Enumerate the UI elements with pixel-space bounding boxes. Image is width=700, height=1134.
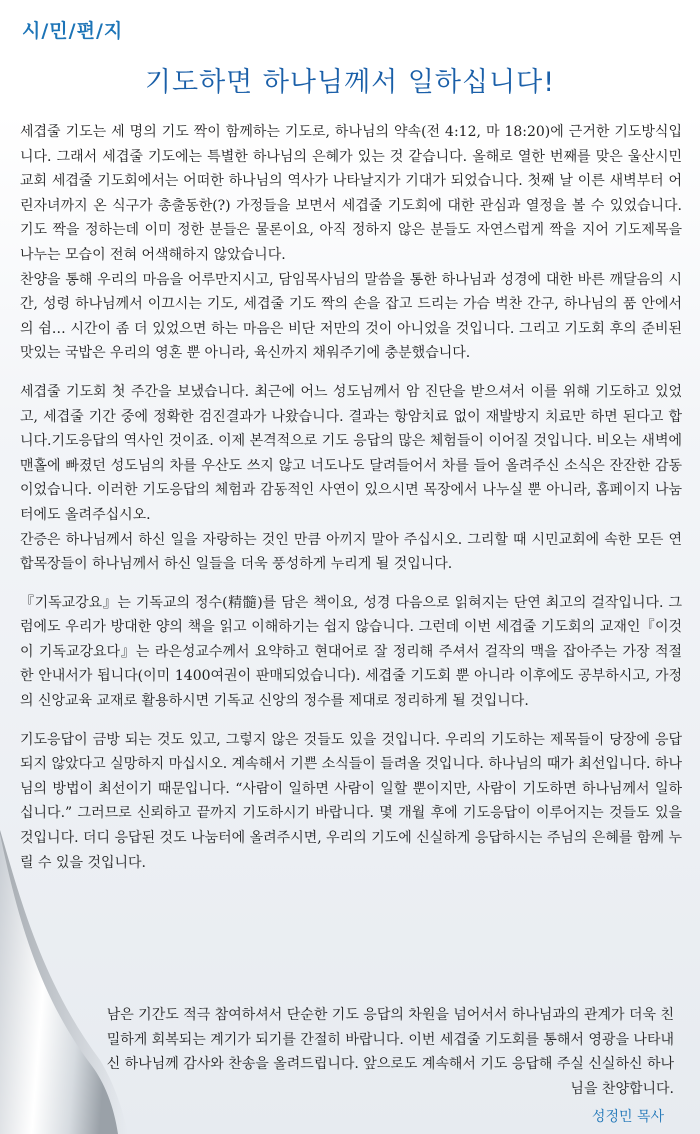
- page-title: 기도하면 하나님께서 일하십니다!: [144, 67, 556, 98]
- paragraph-2: 찬양을 통해 우리의 마음을 어루만지시고, 담임목사님의 말씀을 통한 하나님과 성경에 대한 바른 깨달음의 시간, 성령 하나님께서 이끄시는 기도, 세겹줄 기도 짝의 손을 잡고 드리는 가슴 벅찬 간구, 하나님의 품 안에서의 쉼… 시간이 좀 더 있었으면 하는 마음은 비단 저만의 것이 아니었을 것입니다. 그리고 기도회 후의 준비된 맛있는 국밥은 우리의 영혼 뿐 아니라, 육신까지 채워주기에 충분했습니다.: [20, 271, 682, 362]
- paragraph-4: 간증은 하나님께서 하신 일을 자랑하는 것인 만큼 아끼지 말아 주십시오. 그리할 때 시민교회에 속한 모든 연합목장들이 하나님께서 하신 일들을 더욱 풍성하게 누리게 될 것입니다.: [20, 531, 682, 573]
- paragraph-6: 기도응답이 금방 되는 것도 있고, 그렇지 않은 것들도 있을 것입니다. 우리의 기도하는 제목들이 당장에 응답되지 않았다고 실망하지 마십시오. 계속해서 기쁜 소식들이 들려올 것입니다. 하나님의 때가 최선입니다. 하나님의 방법이 최선이기 때문입니다. “사람이 일하면 사람이 일할 뿐이지만, 사람이 기도하면 하나님께서 일하십니다.” 그러므로 신뢰하고 끝까지 기도하시기 바랍니다. 몇 개월 후에 기도응답이 이루어지는 것들도 있을 것입니다. 더디 응답된 것도 나눔터에 올려주시면, 우리의 기도에 신실하게 응답하시는 주님의 은혜를 함께 누릴 수 있을 것입니다.: [20, 731, 682, 871]
- paragraph-5: 『기독교강요』는 기독교의 정수(精髓)를 담은 책이요, 성경 다음으로 읽혀지는 단연 최고의 걸작입니다. 그럼에도 우리가 방대한 양의 책을 읽고 이해하기는 쉽지 않습니다. 그런데 이번 세겹줄 기도회의 교재인『이것이 기독교강요다』는 라은성교수께서 요약하고 현대어로 잘 정리해 주셔서 걸작의 맥을 잡아주는 가장 적절한 안내서가 됩니다(이미 1400여권이 판매되었습니다). 세겹줄 기도회 뿐 아니라 이후에도 공부하시고, 가정의 신앙교육 교재로 활용하시면 기독교 신앙의 정수를 제대로 정리하게 될 것입니다.: [20, 594, 682, 710]
- paragraph-1: 세겹줄 기도는 세 명의 기도 짝이 함께하는 기도로, 하나님의 약속(전 4:12, 마 18:20)에 근거한 기도방식입니다. 그래서 세겹줄 기도에는 특별한 하나님의 은혜가 있는 것 같습니다. 올해로 열한 번째를 맞은 울산시민교회 세겹줄 기도회에서는 어떠한 하나님의 역사가 나타날지가 기대가 되었습니다. 첫째 날 이른 새벽부터 어린자녀까지 온 식구가 총출동한(?) 가정들을 보면서 세겹줄 기도회에 대한 관심과 열정을 볼 수 있었습니다. 기도 짝을 정하는데 이미 정한 분들은 물론이요, 아직 정하지 않은 분들도 자연스럽게 짝을 지어 기도제목을 나누는 모습이 전혀 어색해하지 않았습니다.: [20, 124, 682, 263]
- paragraph-3: 세겹줄 기도회 첫 주간을 보냈습니다. 최근에 어느 성도님께서 암 진단을 받으셔서 이를 위해 기도하고 있었고, 세겹줄 기간 중에 정확한 검진결과가 나왔습니다. 결과는 항암치료 없이 재발방지 치료만 하면 된다고 합니다.기도응답의 역사인 것이죠. 이제 본격적으로 기도 응답의 많은 체험들이 이어질 것입니다. 비오는 새벽에 맨홀에 빠졌던 성도님의 차를 우산도 쓰지 않고 너도나도 달려들어서 차를 들어 올려주신 소식은 잔잔한 감동이었습니다. 이러한 기도응답의 체험과 감동적인 사연이 있으시면 목장에서 나누실 뿐 아니라, 홈페이지 나눔터에도 올려주십시오.: [20, 383, 682, 523]
- closing-paragraph: 남은 기간도 적극 참여하셔서 단순한 기도 응답의 차원을 넘어서서 하나님과의 관계가 더욱 친밀하게 회복되는 계기가 되기를 간절히 바랍니다. 이번 세겹줄 기도회를 통해서 영광을 나타내신 하나님께 감사와 찬송을 올려드립니다. 앞으로도 계속해서 기도 응답해 주실 신실하신 하나님을 찬양합니다.: [106, 1007, 674, 1097]
- article-body: [20, 120, 682, 875]
- page-curl-decoration: [0, 830, 130, 1134]
- signature: 성정민 목사: [591, 1109, 664, 1125]
- series-label: 시/민/편/지: [22, 20, 124, 42]
